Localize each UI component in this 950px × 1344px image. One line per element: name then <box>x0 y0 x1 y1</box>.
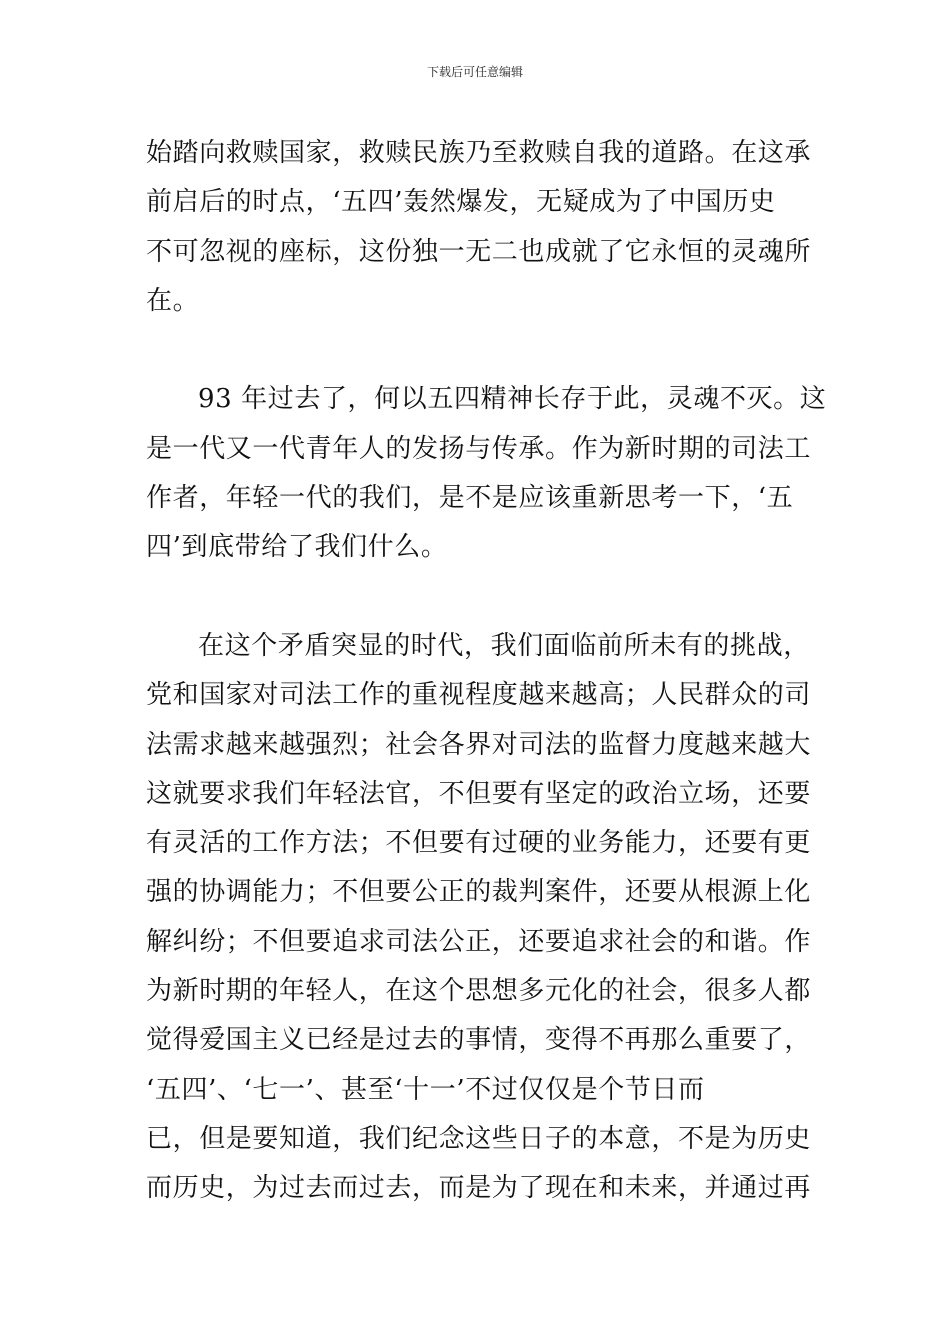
text-line: 解纠纷；不但要追求司法公正，还要追求社会的和谐。作 <box>146 926 812 957</box>
text-line: 作者，年轻一代的我们，是不是应该重新思考一下，‘五 <box>146 483 794 514</box>
paragraph-3 <box>146 622 812 1214</box>
text-line: 不可忽视的座标，这份独一无二也成就了它永恒的灵魂所 <box>146 236 812 267</box>
text-line: 已，但是要知道，我们纪念这些日子的本意，不是为历史 <box>146 1123 812 1154</box>
text-line: ‘五四’、‘七一’、甚至‘十一’不过仅仅是个节日而 <box>146 1074 705 1105</box>
text-line: 这就要求我们年轻法官，不但要有坚定的政治立场，还要 <box>146 778 812 809</box>
text-line: 党和国家对司法工作的重视程度越来越高；人民群众的司 <box>146 680 812 711</box>
text-line: 在这个矛盾突显的时代，我们面临前所未有的挑战， <box>198 630 810 661</box>
document-body <box>146 129 827 1214</box>
text-line: 而历史，为过去而过去，而是为了现在和未来，并通过再 <box>146 1173 812 1204</box>
paragraph-spacer <box>146 326 806 375</box>
text-line: 觉得爱国主义已经是过去的事情，变得不再那么重要了， <box>146 1025 812 1056</box>
text-line: 四’到底带给了我们什么。 <box>146 532 448 563</box>
text-line: 在。 <box>146 285 200 316</box>
text-line: 有灵活的工作方法；不但要有过硬的业务能力，还要有更 <box>146 828 812 859</box>
paragraph-2 <box>146 375 827 572</box>
text-line: 始踏向救赎国家，救赎民族乃至救赎自我的道路。在这承 <box>146 138 812 168</box>
text-line: 为新时期的年轻人，在这个思想多元化的社会，很多人都 <box>146 976 812 1007</box>
text-line: 法需求越来越强烈；社会各界对司法的监督力度越来越大 <box>146 729 812 760</box>
text-line: 强的协调能力；不但要公正的裁判案件，还要从根源上化 <box>146 877 812 908</box>
paragraph-spacer <box>146 573 806 622</box>
paragraph-1 <box>146 129 812 326</box>
page-header: 下载后可任意编辑 <box>426 65 523 79</box>
text-line: 是一代又一代青年人的发扬与传承。作为新时期的司法工 <box>146 433 812 464</box>
text-line: 93 年过去了，何以五四精神长存于此，灵魂不灭。这 <box>198 384 827 415</box>
text-line: 前启后的时点，‘五四’轰然爆发，无疑成为了中国历史 <box>146 187 776 218</box>
